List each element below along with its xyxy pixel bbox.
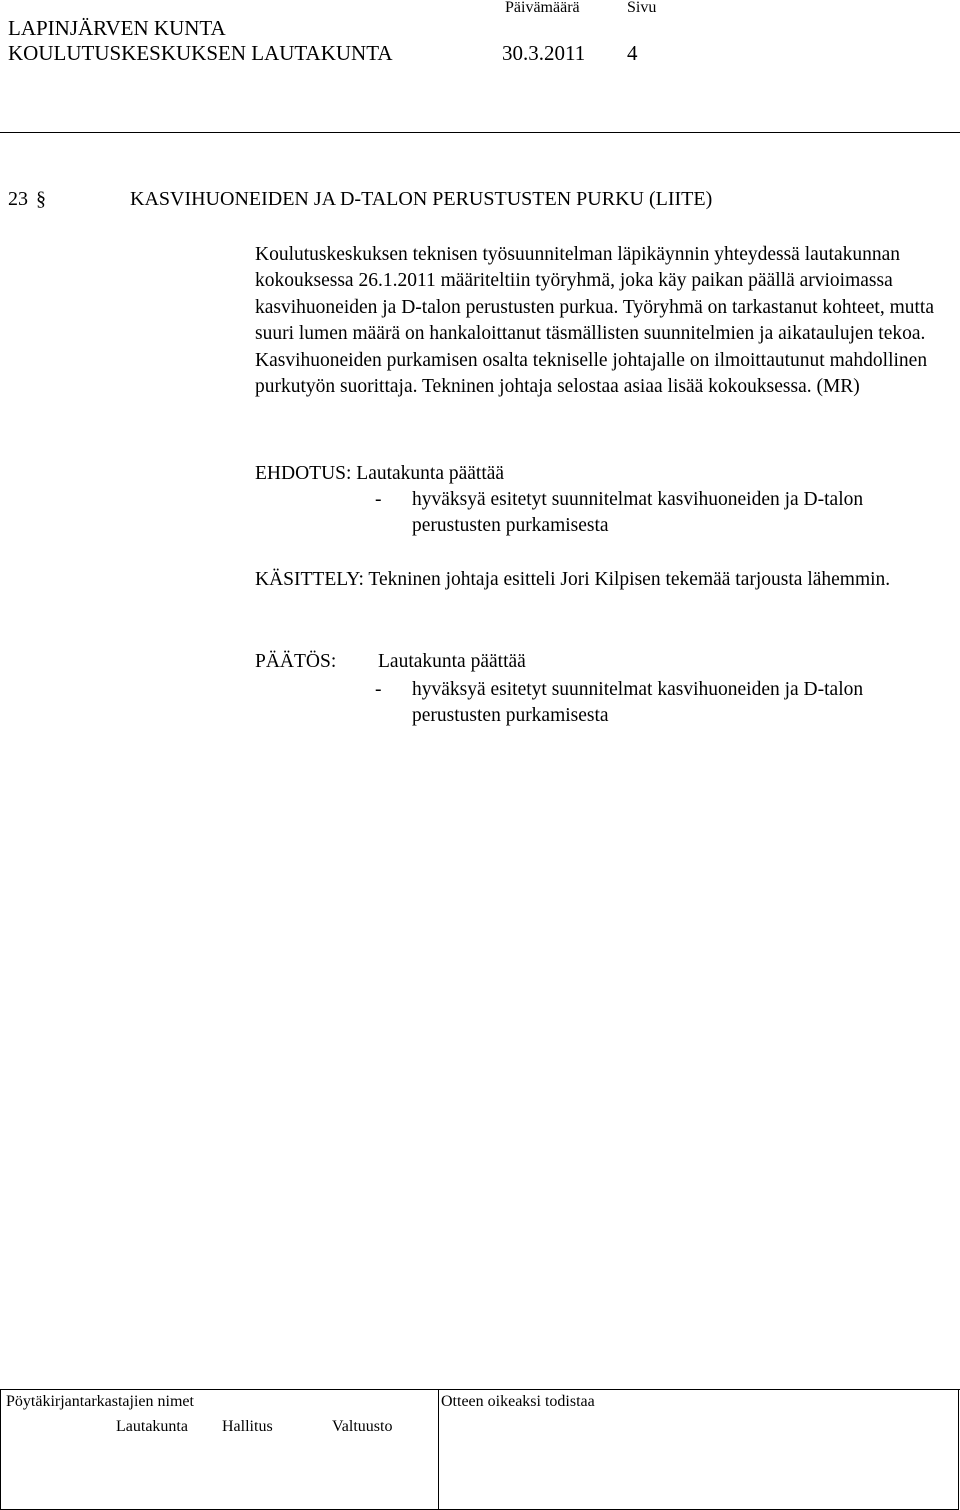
hallitus-label: Hallitus — [222, 1418, 273, 1435]
proposal-bullet-text: hyväksyä esitetyt suunnitelmat kasvihuoneiden ja D-talon perustusten purkamisesta — [412, 489, 864, 537]
bullet-dash: - — [375, 679, 382, 700]
meeting-date: 30.3.2011 — [502, 41, 586, 65]
page-label: Sivu — [627, 0, 657, 16]
section-number: 23 — [8, 188, 28, 210]
decision-text: Lautakunta päättää — [378, 651, 526, 672]
organization-name: LAPINJÄRVEN KUNTA — [8, 16, 226, 40]
valtuusto-label: Valtuusto — [332, 1418, 393, 1435]
handling-paragraph: KÄSITTELY: Tekninen johtaja esitteli Jori Kilpisen tekemää tarjousta lähemmin. — [255, 569, 891, 590]
intro-paragraph: Koulutuskeskuksen teknisen työsuunnitelman läpikäynnin yhteydessä lautakunnan kokouksessa 26.1.2011 määriteltiin työryhmä, joka käy paikan päällä arvioimassa kasvihuoneiden ja D-talon perustusten purkua. Työryhmä on tarkastanut kohteet, mutta suuri lumen määrä on hankaloittanut täsmällisten suunnitelmien ja aikataulujen tekoa. Kasvihuoneiden purkamisen osalta tekniselle johtajalle on ilmoittautunut mahdollinen purkutyön suorittaja. Tekninen johtaja selostaa asiaa lisää kokouksessa. (MR) — [255, 244, 934, 398]
page-number: 4 — [627, 41, 638, 65]
certified-label: Otteen oikeaksi todistaa — [441, 1393, 595, 1410]
board-name: KOULUTUSKESKUKSEN LAUTAKUNTA — [8, 41, 393, 65]
bullet-dash: - — [375, 489, 382, 510]
section-title: KASVIHUONEIDEN JA D-TALON PERUSTUSTEN PURKU (LIITE) — [130, 188, 713, 210]
date-label: Päivämäärä — [505, 0, 580, 16]
header-divider — [0, 132, 960, 133]
section-mark: § — [36, 188, 46, 210]
checkers-label: Pöytäkirjantarkastajien nimet — [6, 1393, 194, 1410]
proposal-heading: EHDOTUS: Lautakunta päättää — [255, 463, 505, 484]
lautakunta-label: Lautakunta — [116, 1418, 188, 1435]
decision-label: PÄÄTÖS: — [255, 651, 337, 672]
decision-bullet-text: hyväksyä esitetyt suunnitelmat kasvihuoneiden ja D-talon perustusten purkamisesta — [412, 679, 864, 727]
